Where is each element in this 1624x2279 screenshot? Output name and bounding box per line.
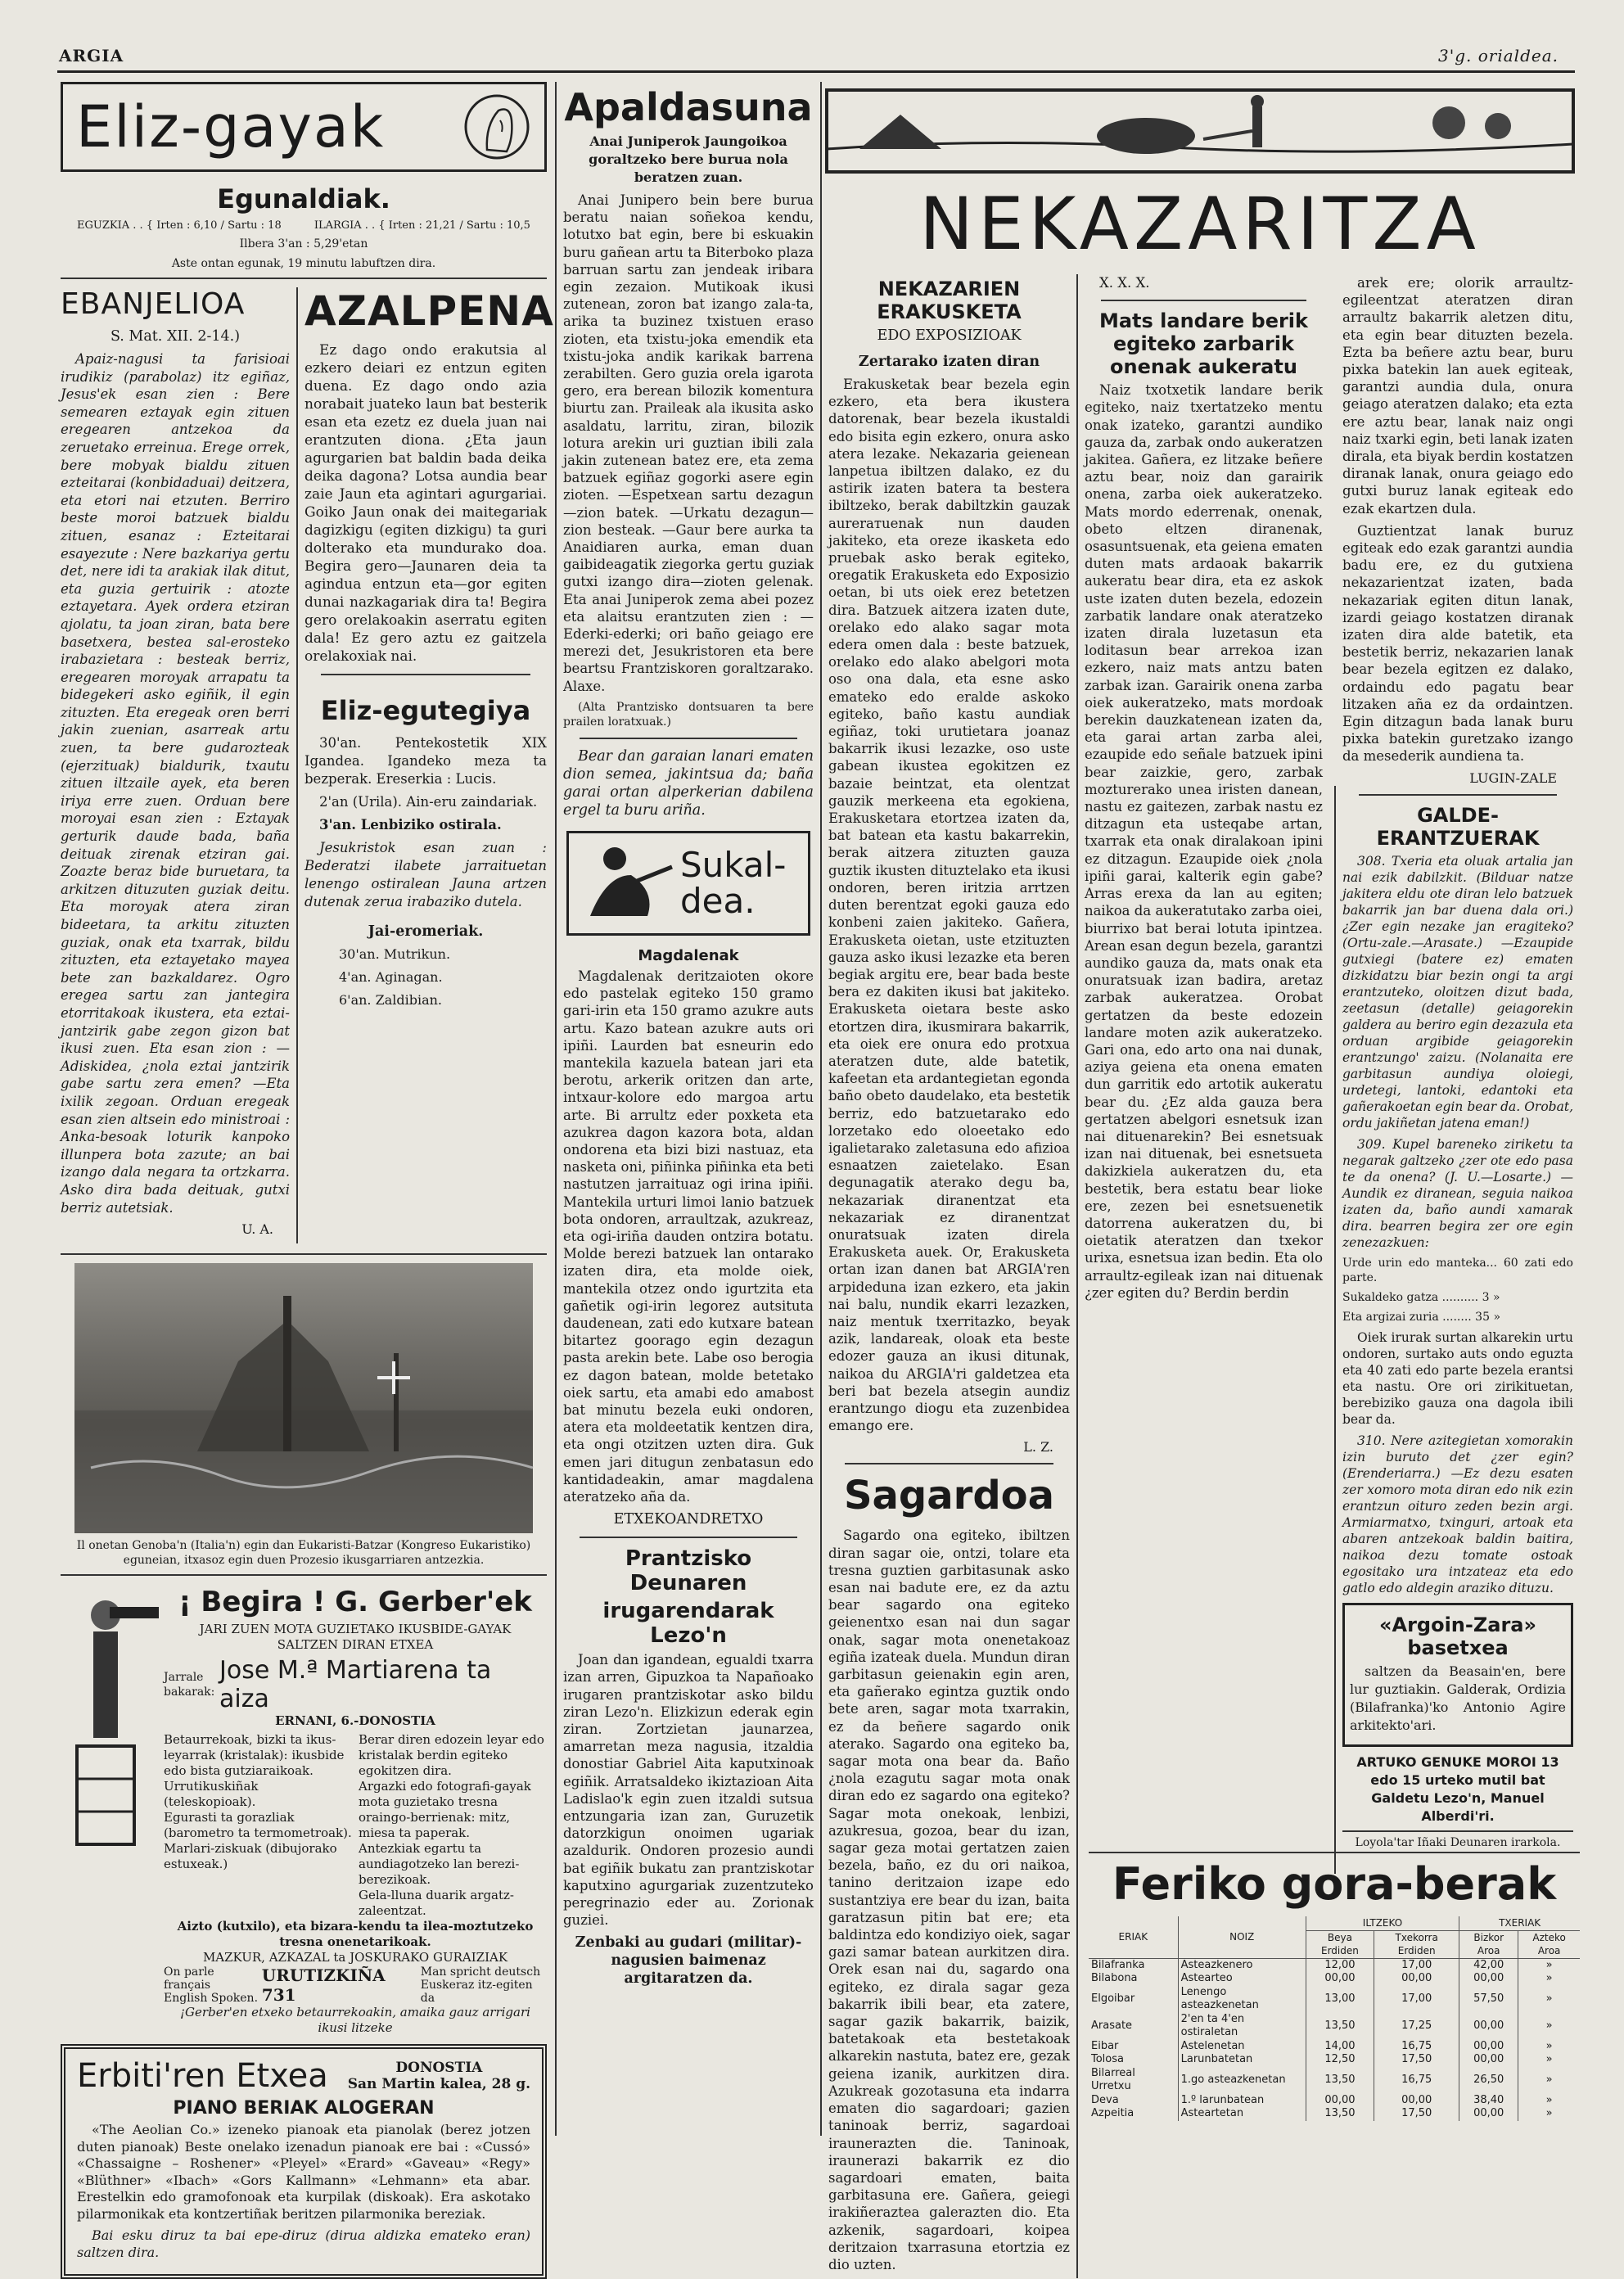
calendar-heading: Eliz-egutegiya (320, 695, 531, 726)
col-beya: Beya Erdiden (1306, 1930, 1374, 1958)
table-cell: 13,50 (1306, 2013, 1374, 2040)
table-row (1089, 2053, 1580, 2067)
table-cell: 57,50 (1459, 1986, 1518, 2013)
col-txeriak: TXERIAK (1459, 1916, 1580, 1930)
table-cell: 12,00 (1306, 1958, 1374, 1972)
divider (845, 1463, 1053, 1464)
table-cell: 00,00 (1459, 2013, 1518, 2040)
erbiti-sub: PIANO BERIAK ALOGERAN (173, 2098, 435, 2119)
gerber-item: MAZKUR, AZKAZAL ta JOSKURAKO GURAIZIAK (202, 1950, 508, 1965)
seller-label: Jarrale bakarak: (164, 1671, 215, 1699)
table-cell: Astelenetan (1178, 2040, 1306, 2054)
azalpena-heading: AZALPENA (304, 287, 554, 335)
lang-eu: Euskeraz itz-egiten da (420, 1979, 533, 2006)
table-cell: Bilarreal Urretxu (1091, 2066, 1135, 2092)
egunaldiak-heading: Egunaldiak. (217, 183, 390, 214)
censorship-note: Zenbaki au gudari (militar)-nagusien baimenaz argitaratzen da. (575, 1934, 802, 1988)
lugin-text: arek ere; olorik arraultz-egileentzat ateratzen diran arraultz bakarrik aletzen ditu, eta egin bear dituzten bezela. Ezta ba beñere aztu bear, buru pixka batekin lan auek egiteak, garantzi aundia dula, onura geiago ateratzen dalako; eta ezta ere aztu bear, lanak naiz ongi naiz txarki egin, beti lanak izaten dirala, eta biyak berdin kostatzen diranak lanak, onura geiago edo gutxi buruz lanak egiteak edo ezak ekartzen dula. (1342, 275, 1573, 517)
divider (1101, 300, 1306, 301)
erbiti-title: Erbiti'ren Etxea (77, 2057, 328, 2096)
pilgrimages-heading: Jai-eromeriak. (368, 923, 484, 940)
question-308: 308. Txeria eta oluak artalia jan nai ezik dabilzkit. (Bilduar natze jakitera eldu ote diran lelo batzuek bakarrik jan bar duena dala ori.) ¿Zer egin nezake jan eragiteko? (Ortu-zale.—Arasate.) —Ezaupide gutxiegi (batere ez) ematen dizkidatzu biar bezin ongi ta argi erantzuteko, oloitzen dizut bada, zeetasun (detalle) geiagorekin galdera au beriro egin dezazula eta orduan argibide geiagorekin erantzungo' zaizu. (Nolanaita ere garbitasun aundiya oloiegi, urdetegi, lantoki, edantoki eta gañerakoetan egin bear da. Orobat, ordu jakiñetan jatena eman!) (1342, 853, 1573, 1130)
table-cell: » (1518, 2067, 1580, 2094)
column-rule (1334, 786, 1336, 1874)
argoin-zara-text: saltzen da Beasain'en, bere lur guztiakin. Galderak, Ordizia (Bilafranka)'ko Antonio Agire arkitekto'ari. (1350, 1663, 1566, 1733)
table-cell: 26,50 (1459, 2067, 1518, 2094)
table-cell: Asteartetan (1178, 2107, 1306, 2121)
lang-de: Man spricht deutsch (420, 1965, 541, 1979)
column-rule (820, 82, 822, 2136)
divider (61, 278, 547, 279)
feriko-table (1089, 1916, 1580, 2121)
prantzisko-heading: Prantzisko Deunaren (625, 1546, 752, 1596)
azalpena-text: Ez dago ondo erakutsia al ezkero deiari ez entzun egiten duena. Ez dago ondo azia norabait juateko laun bat besterik esan eta ezetz ez duela juan nai erantzuten diona. ¿Eta jaun agurgarien bat baldin bada deika deika dagona? Lotsa aundia bear zaie Jaun eta agintari agurgariai. Goiko Jaun onak dei maitegariak dagizkigu (egiten dizkigu) ta guri dolterako eta mundurako doa. Begira gero—Jaunaren deia ta agindua entzun eta—gor egiten dunai nazkagariak dira ta! Begira gero orelakoakin aserratu egiten dala! Ez gero aztu ez gaitzela orelakoxiak nai. (304, 342, 547, 665)
table-cell: » (1518, 1972, 1580, 1986)
argoin-zara-ad (1342, 1603, 1573, 1747)
gerber-line: SALTZEN DIRAN ETXEA (277, 1637, 434, 1653)
col-bizkor: Bizkor Aroa (1459, 1930, 1518, 1958)
street-address: URUTIZKIÑA 731 (261, 1965, 386, 2006)
table-row (1089, 1972, 1580, 1986)
table-cell: Elgoibar (1091, 1992, 1135, 2005)
gospel-signature: U. A. (241, 1221, 274, 1238)
lang-fr: On parle français (164, 1965, 214, 1992)
gospel-reference: S. Mat. XII. 2-14.) (110, 328, 241, 345)
table-row (1089, 2040, 1580, 2054)
nekazaritza-title: NEKAZARITZA (919, 182, 1481, 266)
mats-heading: Mats landare berik egiteko zarbarik onenak aukeratu (1098, 309, 1308, 379)
table-cell: 00,00 (1459, 2107, 1518, 2121)
prantzisko-text: Joan dan igandean, egualdi txarra izan arren, Gipuzkoa ta Napañoako irugaren prantziskotar asko bildu ziran Lezo'n. Elizkizun ederak egin ziran. Zortzietan jaunarzea, amarretan meza nagusia, itzaldia donostiar Gabriel Aita kaputxinoak egiñik. Arratsaldeko ikiztazioan Aita Ladislao'k egin zuen itzaldi sutsua entzungaria izan zan, Guruzetik datorzkigun onoimen ugariak azaldurik. Ondoren prozesio aundi bat egiñik bukatu zan prantziskotar kaputxino agurgariak zuzentzuteko peregrinazio eder au. Zorionak guziei. (563, 1652, 814, 1929)
day-length-note: Aste ontan egunak, 19 minutu labuftzen dira. (171, 257, 436, 270)
praying-woman-icon (462, 93, 531, 161)
feriko-section (1089, 1852, 1580, 2148)
erbiti-text: «The Aeolian Co.» izeneko pianoak eta pianolak (berez jotzen duten pianoak) Beste onelako izenadun pianoak ere bai : «Cussó» «Chassaigne – Roshener» «Pleyel» «Erard» «Gaveau» «Regy» «Blüthner» «Ibach» «Gors Kallmann» «Lehmann» eta abar. Erestelkin edo gramofonoak eta kurpilak (diskoak). Era askotako pilarmonikak eta kontzertiñak beritzen pilarmonika bereziak. (77, 2122, 530, 2222)
table-cell: 17,50 (1374, 2053, 1459, 2067)
table-row (1089, 1986, 1580, 2013)
seller-name: Jose M.ª Martiarena ta aiza (219, 1656, 492, 1714)
table-cell: 00,00 (1459, 2040, 1518, 2054)
table-cell: 13,00 (1306, 1986, 1374, 2013)
table-cell: » (1518, 2107, 1580, 2121)
table-cell: 00,00 (1374, 2094, 1459, 2108)
table-cell: Tolosa (1091, 2053, 1124, 2065)
table-cell: 00,00 (1306, 2094, 1374, 2108)
sagardoa-heading: Sagardoa (843, 1473, 1055, 1519)
sukaldea-banner (566, 831, 810, 936)
apaldasuna-heading: Apaldasuna (564, 85, 813, 129)
erbiti-address: San Martin kalea, 28 g. (347, 2076, 530, 2093)
column-rule (555, 82, 557, 2136)
table-cell: Arasate (1091, 2019, 1133, 2032)
table-cell: 42,00 (1459, 1958, 1518, 1972)
moon-phase-note: Ilbera 3'an : 5,29'etan (239, 237, 368, 250)
gerber-line: JARI ZUEN MOTA GUZIETAKO IKUSBIDE-GAYAK (199, 1622, 512, 1637)
nekazaritza-banner (827, 90, 1573, 266)
table-cell: Asteazkenero (1178, 1958, 1306, 1972)
table-cell: Lenengo asteazkenetan (1178, 1986, 1306, 2013)
gerber-item: Urrutikuskiñak (teleskopioak). (164, 1779, 259, 1810)
table-cell: 38,40 (1459, 2094, 1518, 2108)
lang-en: English Spoken. (164, 1992, 259, 2006)
table-cell: » (1518, 1986, 1580, 2013)
table-cell: 16,75 (1374, 2040, 1459, 2054)
header-rule (57, 70, 1575, 73)
erbiti-text: Bai esku diruz ta bai epe-diruz (dirua aldizka emateko eran) saltzen dira. (77, 2227, 530, 2260)
lugin-text: Guztientzat lanak buruz egiteak edo ezak garantzi aundia badu ere, ez du gutxiena nekazarientzat izaten, bada nekazariak egiten ditun lanak, izardi geiago kostatzen diranak izaten dira alde batetik, eta bestetik berriz, nekazarien lanak bear bezela egitzen ez dalako, ordaindu edo pagatu bear litzaken aña ez da ordaintzen. Egin ditzagun bada lanak buru pixka batekin guretzako izango da mesederik aundiena ta. (1342, 522, 1573, 765)
answer-309: Oiek irurak surtan alkarekin urtu ondoren, surtako auts ondo eguzta eta 40 zati edo parte bezela erantsi eta nastu. Ore ori zirikituetan, berebiziko gauza ona dagola ibili bear da. (1342, 1329, 1573, 1427)
table-cell: » (1518, 2040, 1580, 2054)
running-head-title: ARGIA (59, 46, 124, 65)
col-eriak: ERIAK (1089, 1916, 1178, 1958)
mats-text: Naiz txotxetik landare berik egiteko, naiz txertatzeko mentu onak izateko, garantzi aundiko gauza da, zarbak ondo aukeratzen jakitea. Gañera, ez litzake beñere aztu bear, noiz dan garairik onena, zarba oiek aukeratzeko. Mats mordo ederrenak, onenak, obeto eltzen diranenak, osasuntsuenak, eta geiena ematen duten mats ardaoak bakarrik aukeratu bear dira, eta ez askok uste izaten duten bezela, edozein zarbatik landare onak ateratzeko izaten dirala luzetasun eta loditasun bear arrekoa izan ezkero, naiz mats antzu baten zarbak izan. Garairik onena zarba oiek aukeratzeko, mats mordoak berekin dauzkatenean izaten da, eta garai artan zarba alei, ezaupide edo señale batzuek ipini bear zaizkie, gero, zarbak mozturerako unea iristen danean, nastu ez gaitezen, zarbak nastu ez ditzagun eta usteqabe artan, txarrak eta onak diralakoan ipini ez ditzagun. Ezaupide oiek ¿nola ipiñi garai, kalterik egin gabe? Arras erexa da lan au egiten; naikoa da aukeratutako zarba oiei, biurrixo bat berai lotuta ipintzea. Arean esan degun bezela, garantzi aundiko gauza da, mats onak eta onuratsuak izan badira, aretaz zarbak aukeratzea. Orobat gertatzen da beste edozein landare moten azik aukeratzeko. Gari ona, edo arto ona nai dunak, aziya geiena eta onena ematen dun garritik edo artotik aukeratu bear du. ¿Ez alda gauza bera gertatzen abelgori esnetsuk izan nai dituenarekin? Bei esnetsuak izan nai dituenak, bei esnetsueta dakizkiela aukeratzen du, eta bestetik, bera estatu bear lioke ere, zezen bei esnetsuenetik datorrena aukeratzen du, bi oietatik ateratzen dan txekor urixa, esnetsua izan bedin. Eta olo arraultz-egileak izan nai dituenak ¿zer egiten du? Berdin berdin (1084, 382, 1323, 1301)
divider (580, 1537, 797, 1538)
feriko-title: Feriko gora-berak (1112, 1858, 1557, 1910)
gerber-title: ¡ Begira ! G. Gerber'ek (178, 1586, 532, 1619)
table-cell: 00,00 (1459, 1972, 1518, 1986)
table-cell: » (1518, 1958, 1580, 1972)
table-row (1089, 2013, 1580, 2040)
gerber-item: Betaurrekoak, bizki ta ikus-leyarrak (kristalak): ikusbide edo bista gutziaraikoak. (164, 1732, 345, 1779)
divider (580, 738, 797, 739)
magdalenak-signature: ETXEKOANDRETXO (613, 1511, 764, 1528)
table-cell: 13,50 (1306, 2107, 1374, 2121)
procession-photo (74, 1263, 533, 1533)
table-cell: » (1518, 2094, 1580, 2108)
prantzisko-heading-2: irugarendarak Lezo'n (602, 1599, 774, 1649)
magdalenak-text: Magdalenak deritzaioten okore edo pastelak egiteko 150 gramo gari-irin eta 150 gramo azukre auts artu. Kazo batean azukre auts ori ipiñi. Laurden bat esneurin edo mantekila kazuela batean jari eta berotu, arkerik oritzen dan arte, intxaur-kolore edo margoa artu arte. Bi arrultz eder poxketa eta azukrea dagon kazora bota, aldan ondorena eta bizi bizi nastuaz, eta nasketa oni, piñinka piñinka eta beti nastutzen jarraituaz ogi irina ipiñi. Mantekila urturi limoi lanio batzuek bota ondoren, arraultzak, azukreaz, eta ogi-iriña dauden ontzira botatu. Molde berezi batzuek lan ontarako izaten dira, eta molde oiek, mantekila otzez ondo igurtzita eta gañetik ogi-irin legorez autsituta daudenean, zati edo kutxare batean bitartez goorago egin dezagun pasta arekin bete. Labe oso berogia ez dagon batean, molde betetako oiek sartu, eta amabi edo amabost bat minutu bezela euki ondoren, atera eta moldeetatik kentzen dira, eta ongi otzitzen uzten dira. Guk emen jari ditugun zenbatasun edo kantidadeakin, amar magdalena ateratzeko aña da. (563, 968, 814, 1505)
table-cell: 12,50 (1306, 2053, 1374, 2067)
photo-caption: Il onetan Genoba'n (Italia'n) egin dan Eukaristi-Batzar (Kongreso Eukaristiko) eguneian, itxasoz egin duen Prozesio ikusgarriaren antzezkia. (76, 1539, 531, 1568)
col-iltzeko: ILTZEKO (1306, 1916, 1459, 1930)
gospel-text: Apaiz-nagusi ta farisioai irudikiz (parabolaz) itz egiñaz, Jesus'ek esan zien : Bere semearen eztayak egin zituen eregearen antzekoa da zeruetako erreinua. Erege orrek, bere mobyak bialdu zituen ezteitarai (konbidaduai) deitzera, eta etori nai etzuten. Berriro beste moroi batzuek bialdu zituen, esanaz : Ezteitarai esayezute : Nere bazkariya gertu det, nere idi ta arakiak ilak ditut, eta guzia gertuirik : atozte eztayetara. Ayek ordera etziran ajolatu, ta joan ziran, bata bere basetxera, bestea sal-erosteko irabazietara : besteak berriz, eregearen moroyak arrapatu ta bidegekeri asko egiñik, il egin zituzten. Eta eregeak oren berri jakin zuenian, asarreak artu zuen, ta bere gudarozteak (ejerzituak) bialdurik, txautu zituen iltzaile ayek, eta beren iriya erre zuen. Orduan bere moroyai esan zien : Eztayak gerturik daude bada, baña deituak zirenak etziran gai. Zoazte beraz bide buruetara, ta arkitzen dituzuten guziak deitu. Eta moroyak atera ziran bideetara, ta arkitu zituzten guziak, onak eta txarrak, bildu zituzten, eta eztayetako mayea bete zan bazkaldarez. Ogro eregea sartu zan jantegira etorritakoak ikustera, eta eztai-jantzirik gabe zegon gizon bat ikusi zuen. Eta esan zion : —Adiskidea, ¿nola eztai jantzirik gabe sartu zera emen? —Eta ixilik zegoan. Orduan eregeak esan zien altsein edo ministroai : Anka-besoak loturik kanpoko illunpera bota zazute; an bai izango dala negara ta ortzkarra. Asko dira bada deituak, gutxi berriz autetsiak. (61, 351, 291, 1216)
ploughing-farmer-image (827, 90, 1573, 172)
table-cell: 17,00 (1374, 1958, 1459, 1972)
col-txekorra: Txekorra Erdiden (1374, 1930, 1459, 1958)
table-cell: 1.º larunbatean (1178, 2094, 1306, 2108)
table-cell: 17,25 (1374, 2013, 1459, 2040)
sagardoa-text: Sagardo ona egiteko, ibiltzen diran sagar oie, ontzi, tolare eta tresna guztien garbitasunak asko esan nai badute ere, ez da aztu bear sagardo ona egiteko geienentxo esan nai dun sagar onak, sagar mota onenetakoaz egiña izateak duela. Mundun diran garbitasun geienakin egin aren, eta gañerako egintza guztik ondo bete aren, sagar mota txarrakin, ez da beñere sagardo onik aterako. Sagardo ona egiteko ba, sagar mota ona bear da. Baño ¿nola ezagutu sagar mota onak diran edo ez sagardo ona egiteko? Sagar mota onekoak, lenbizi, azukresua, gozoa, bear du izan, sagar geza motai gertatzen zaien bezela, baño, ez du ori naikoa, tanino deritzaion izape edo sustantziya ere bear du izan, baita garatzasun pitin bat ere; eta baldintza edo kondiziyo oiek, sagar gazi samar batean aurkitzen dira. Orek esan nai du, sagardo ona egiteko, ez dirala sagar geza bakarrik ibili bear, eta zatere, sagar gazik bakarrik, baizik, batetakoak eta bestetakoak alkarekin nastuta, batez ere, gezak geiena izanik, aurkitzen dira. Azukreak gozotasuna eta indarra ematen dio sagardoari; gazien taninoak berriz, sagardoai iraunerazten die. Taninoak, iraunerazi bakarrik ez dio sagardoari ematen, baita garbitasuna ere. Gañera, geiegi irakiñeraztea galerazten dio. Eta azkenik, sagardoari, koipea deritzaion txarrasuna etortzia ez dio uzten. (828, 1528, 1070, 2272)
seller-city: ERNANI, 6.-DONOSTIA (275, 1713, 435, 1729)
page-number: 3'g. orialdea. (1438, 46, 1559, 65)
table-cell: Azpeitia (1091, 2107, 1135, 2119)
erakusketa-heading: NEKAZARIEN ERAKUSKETA (877, 278, 1022, 323)
gerber-note: ¡Gerber'en etxeko betaurrekoakin, amaika gauz arrigari ikusi litzeke (180, 2005, 530, 2036)
column-right (1342, 274, 1573, 1849)
gerber-ad (61, 1582, 547, 2036)
table-cell: 17,50 (1374, 2107, 1459, 2121)
erakusketa-sub2: Zertarako izaten diran (858, 354, 1040, 370)
apaldasuna-lead: Anai Juniperok Jaungoikoa goraltzeko bere burua nola beratzen zuan. (589, 133, 788, 185)
divider (321, 674, 530, 675)
gerber-item: Berar diren edozein leyar edo kristalak berdin egiteko egokitzen dira. (359, 1732, 544, 1779)
sun-moon-times (61, 219, 547, 232)
col-azteko: Azteko Aroa (1518, 1930, 1580, 1958)
calendar-note: Jesukristok esan zuan : Bederatzi ilabete jarraituetan lenengo ostiralean Jauna artzen dutenak zerua irabaziko dutela. (304, 840, 547, 909)
calendar-entry: 30'an. Pentekostetik XIX Igandea. Igandeko meza ta bezperak. Ereserkia : Lucis. (304, 735, 547, 787)
table-cell: 00,00 (1459, 2053, 1518, 2067)
erbiti-city: DONOSTIA (395, 2060, 483, 2077)
eliz-gayak-banner (61, 82, 547, 172)
divider (1359, 794, 1557, 796)
question-310: 310. Nere azitegietan xomorakin izin buruto det ¿zer egin? (Erenderiarra.) —Ez dezu esaten zer xomoro mota diran edo nik ezin erantzun oituro zeden bezin argi. Armiarmatxo, txinguri, artoak eta abaren antzekoak baldin baitira, naikoa dezu tomate ostoak egositako ura intzateaz eta edo gatlo edo aldegin araziko dituzu. (1342, 1433, 1573, 1595)
calendar-entry: 2'an (Urila). Ain-eru zaindariak. (319, 794, 538, 810)
pilgrimage-entry: 30'an. Mutrikun. (339, 946, 451, 962)
galde-heading: GALDE-ERANTZUERAK (1376, 803, 1540, 850)
col-noiz: NOIZ (1178, 1916, 1306, 1958)
table-cell: Bilabona (1091, 1972, 1138, 1984)
table-cell: Bilafranka (1091, 1958, 1145, 1971)
table-cell: 13,50 (1306, 2067, 1374, 2094)
lugin-signature: LUGIN-ZALE (1469, 769, 1557, 786)
gerber-item: Gela-lluna duarik argatz-zaleentzat. (359, 1888, 514, 1919)
table-cell: Astearteo (1178, 1972, 1306, 1986)
table-row (1089, 2094, 1580, 2108)
column-left (61, 82, 554, 2260)
calendar-entry: 3'an. Lenbiziko ostirala. (319, 817, 502, 833)
erakusketa-sub: EDO EXPOSIZIOAK (877, 327, 1022, 344)
table-cell: 14,00 (1306, 2040, 1374, 2054)
table-cell: 00,00 (1374, 1972, 1459, 1986)
table-row (1089, 2067, 1580, 2094)
table-row (1089, 2107, 1580, 2121)
gerber-item: Argazki edo fotografi-gayak mota guzietako tresna oraingo-berrienak: mitz, miesa ta paperak. (359, 1779, 531, 1841)
formula-line: Eta argizai zuria ........ 35 » (1342, 1310, 1501, 1324)
table-cell: 16,75 (1374, 2067, 1459, 2094)
gerber-item: Marlari-ziskuak (dibujorako estuxeak.) (164, 1841, 337, 1872)
printer-note: Loyola'tar Iñaki Deunaren irarkola. (1342, 1830, 1573, 1850)
ebanjelioa-heading: EBANJELIOA (61, 287, 246, 321)
column-middle (563, 82, 814, 2145)
ship-silhouette-image (74, 1263, 533, 1533)
erakusketa-text: Erakusketak bear bezela egin ezkero, eta bera ikustera datorenak, bear bezela ikustaldi edo bisita egin ezkero, onura asko atera lezake. Nekazaria geienean lanpetua ibiltzen dalako, ez du astirik izaten batera ta bestera ibiltzeko, berak dabiltzkin gauzak aurerатuenak nun dauden jakiteko, eta oreze ikasketa edo pruebak asko berak egiteko, oregatik Erakusketa edo Exposizio oetan, bi uts oiek erez betetzen dira. Batzuek aitzera izaten dute, orelako edo alako sagar mota edera omen dala : beste batzuek, orelako edo alako abelgori mota oso ona dala, eta esne asko emateko edo eralde askoko egiteko, baño kastu aundiak egiñaz, toki urutietara joanaz bakarrik ikusi lezazke, oso uste gabean ikustea egokitzen ez bazaie beintzat, eta olentzat gauzik merkeena eta egokiena, Erakusketara etortzea izaten da, bat batean eta kastu bakarrekin, berak aitzera zituzten gauza guztik ikusten dituztelako eta ikusi ondoren, beren iritzia arrtzen duten berentzat egoki gauza edo konbeni zaien jakiteko. Gañera, Erakusketa oietan, uste etzituzten gauza asko ikusi lezazke eta beren begiak argitu ere, bear bada beste bera ez dakiten ikusi bat jakiteko. Erakusketa oietara beste asko etortzen dira, ikusmirara bakarrik, eta oiek ere onura edo protxua ateratzen dute, alde batetik, kafeetan eta ardantegietan egonda baño obeto daudelako, eta bestetik berriz, edo batzuetarako edo lorzetako edo oloeetako edo igalietarako zaletasuna edo afizioa esnaatzen zaietelako. Esan degunagatik aterako degu ba, nekazariak diranentzat eta nekazariak ez diranentzat onuratsuak izaten direla Erakusketa auek. Or, Erakusketa ortan izan danen bat ARGIA'ren arpideduna izan ezkero, eta jakin nai balu, nundik ekarri lezazken, naiz mentuk txerritazko, beyak azik, landareak, oloak eta beste edozer gauza an ikusi ditunak, naikoa du ARGIA'ri galdetzea eta beri bat bezela atsegin aundiz erantzungo diogu eta zuzenbidea emango ere. (828, 377, 1070, 1434)
gerber-item: Antezkiak egartu ta aundiagotzeko lan berezi-berezikoak. (359, 1841, 520, 1888)
table-cell: Eibar (1091, 2039, 1119, 2052)
magdalenak-heading: Magdalenak (638, 946, 739, 964)
table-row (1089, 1958, 1580, 1972)
erakusketa-signature: L. Z. (1023, 1439, 1053, 1455)
gerber-item: Egurasti ta gorazliak (barometro ta termometroak). (164, 1810, 352, 1841)
argoin-zara-title: «Argoin-Zara» basetxea (1379, 1613, 1536, 1659)
apaldasuna-text: Anai Junipero bein bere burua beratu naian soñekoa kendu, lotutxo bat egin, bere bi eskuakin buru gañean artu ta Biterboko plaza barruan sartu zan jendeak iribara egin zezaion. Mutikoak ikusi zutenean, zoron bat izango zala-ta, arika ta buzinez txistuen eraso zioten, eta txistu-joka emendik eta txistu-joka andik karikak barrena zerabilten. Gero guzia orela igarota gero, era berean bilozik komentura biurtu zan. Praileak ala ikusita asko asaldatu, larritu, ziran, bilozik lotura arekin uri guztian ibili zala jakin zutenean batez ere, eta zema batzuek egiñaz gogorki asere egin zioten. —Espetxean sartu dezagun—zion batek. —Urkatu dezagun—zion besteak. —Gaur bere aurka ta Anaidiaren aurka, eman duan gaibideagatik ziegorka gertu guziak gutxi izango dira—zioten gelenak. Eta anai Juniperok zema abei pozez eta alaitsu erantzuten zien : —Ederki-ederki; ori baño geiago ere merezi det, Jesukristoren eta bere beartsu Frantziskoren goraltzarako. Alaxe. (563, 192, 814, 694)
table-cell: » (1518, 2053, 1580, 2067)
pilgrimage-entry: 4'an. Aginagan. (339, 969, 443, 985)
table-cell: 2'en ta 4'en ostiraletan (1178, 2013, 1306, 2040)
table-cell: 17,00 (1374, 1986, 1459, 2013)
arturo-ad: ARTUKO GENUKE MOROI 13 edo 15 urteko mutil bat Galdetu Lezo'n, Manuel Alberdi'ri. (1356, 1753, 1559, 1824)
gerber-item: Aizto (kutxilo), eta bizara-kendu ta ilea-moztutzeko tresna onenetarikoak. (177, 1919, 534, 1950)
proverb-text: Bear dan garaian lanari ematen dion semea, jakintsua da; baña garai ortan alperkerian dabilena ergel ta buru ariña. (563, 747, 814, 819)
formula-line: Sukaldeko gatza .......... 3 » (1342, 1290, 1500, 1304)
cook-icon (574, 842, 680, 924)
table-cell: Larunbatetan (1178, 2053, 1306, 2067)
apaldasuna-source: (Alta Prantzisko dontsuaren ta bere prailen loratxuak.) (563, 700, 814, 729)
table-cell: 00,00 (1306, 1972, 1374, 1986)
sun-times: EGUZKIA . . { Irten : 6,10 / Sartu : 18 (77, 219, 282, 232)
mats-intro-text: X. X. X. (1098, 275, 1150, 291)
table-cell: » (1518, 2013, 1580, 2040)
moon-times: ILARGIA . . { Irten : 21,21 / Sartu : 10,5 (314, 219, 530, 232)
table-cell: Deva (1091, 2093, 1119, 2106)
formula-line: Urde urin edo manteka... 60 zati edo parte. (1342, 1256, 1573, 1284)
telescope-man-icon (61, 1582, 159, 1853)
table-cell: 1.go asteazkenetan (1178, 2067, 1306, 2094)
question-309: 309. Kupel bareneko ziriketu ta negarak galtzeko ¿zer ote edo pasa te da onena? (J. U.—Losarte.) —Aundik ez diranean, seguia naikoa izaten da, baño aundi xamarak dira. bearren begira zer ore egin zenezazkuen: (1342, 1136, 1573, 1250)
erbiti-ad (61, 2044, 547, 2279)
eliz-gayak-title: Eliz-gayak (76, 93, 386, 160)
sukaldea-title: Sukal-dea. (680, 844, 787, 921)
pilgrimage-entry: 6'an. Zaldibian. (339, 992, 443, 1008)
